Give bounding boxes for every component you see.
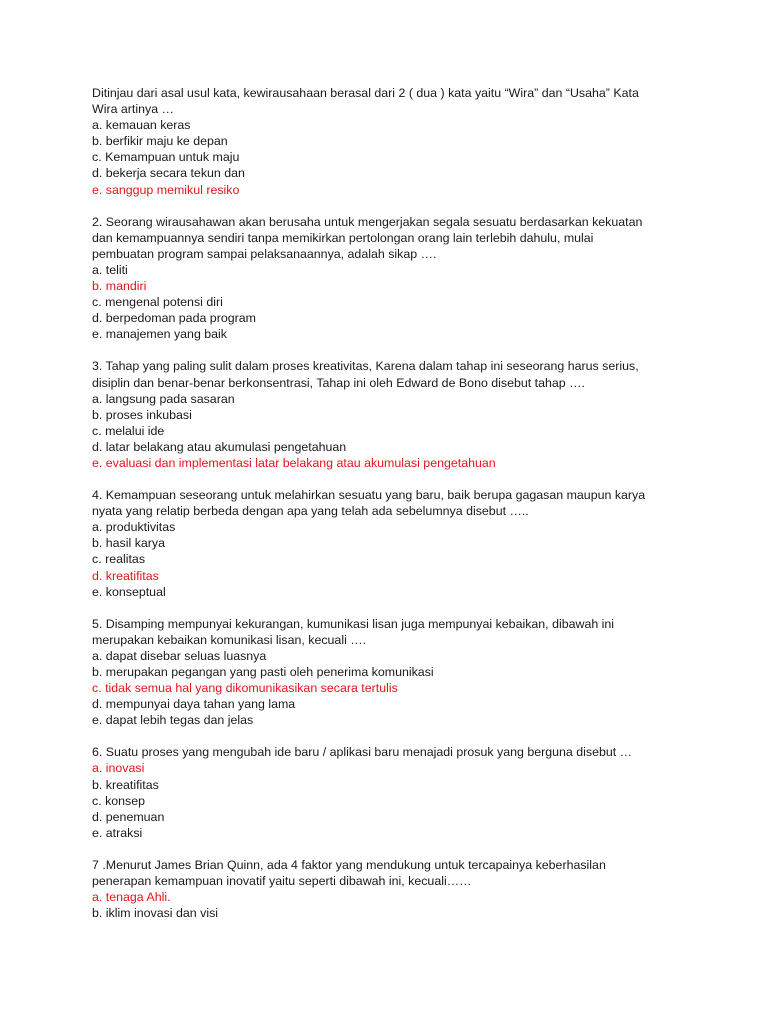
answer-option: a. produktivitas [92,520,176,535]
question-text-line: nyata yang relatip berbeda dengan apa yang telah ada sebelumnya disebut ….. [92,504,529,519]
answer-option: e. manajemen yang baik [92,327,228,342]
question-text-line: 7 .Menurut James Brian Quinn, ada 4 faktor yang mendukung untuk tercapainya keberhasilan [92,857,606,872]
answer-option: b. proses inkubasi [92,407,192,422]
question-block [92,487,692,600]
question-text-line: 2. Seorang wirausahawan akan berusaha untuk mengerjakan segala sesuatu berdasarkan kekuatan [92,214,643,229]
answer-option: b. iklim inovasi dan visi [92,906,219,921]
question-text-line: 4. Kemampuan seseorang untuk melahirkan sesuatu yang baru, baik berupa gagasan maupun karya [92,488,646,503]
question-text-line: 5. Disamping mempunyai kekurangan, kumunikasi lisan juga mempunyai kebaikan, dibawah ini [92,616,615,631]
question-text-line: penerapan kemampuan inovatif yaitu seperti dibawah ini, kecuali…… [92,874,472,889]
answer-option: a. teliti [92,262,128,277]
question-block [92,857,692,921]
answer-option: e. dapat lebih tegas dan jelas [92,713,254,728]
question-block [92,744,692,841]
answer-option: a. dapat disebar seluas luasnya [92,648,267,663]
answer-option-correct: a. inovasi [92,761,145,776]
answer-option-correct: b. mandiri [92,279,147,294]
answer-option: b. hasil karya [92,536,166,551]
question-text-line: dan kemampuannya sendiri tanpa memikirkan pertolongan orang lain terlebih dahulu, mulai [92,230,594,245]
question-text-line: 3. Tahap yang paling sulit dalam proses kreativitas, Karena dalam tahap ini seseorang harus serius, [92,359,639,374]
answer-option: e. konseptual [92,584,166,599]
answer-option: e. atraksi [92,825,143,840]
question-text-line: disiplin dan benar-benar berkonsentrasi, Tahap ini oleh Edward de Bono disebut tahap …. [92,375,585,390]
answer-option-correct: c. tidak semua hal yang dikomunikasikan secara tertulis [92,681,398,696]
answer-option: b. berfikir maju ke depan [92,134,228,149]
answer-option: d. bekerja secara tekun dan [92,166,245,181]
question-block [92,358,692,471]
answer-option-correct: e. evaluasi dan implementasi latar belakang atau akumulasi pengetahuan [92,455,496,470]
answer-option: b. merupakan pegangan yang pasti oleh penerima komunikasi [92,665,434,679]
answer-option-correct: d. kreatifitas [92,568,159,583]
answer-option-correct: a. tenaga Ahli. [92,890,171,905]
answer-option: d. mempunyai daya tahan yang lama [92,697,296,712]
answer-option: b. kreatifitas [92,777,159,792]
question-block [92,616,692,729]
answer-option: a. kemauan keras [92,118,191,133]
answer-option: c. realitas [92,552,146,567]
answer-option: c. melalui ide [92,423,165,438]
question-text-line: pembuatan program sampai pelaksanaannya, adalah sikap …. [92,246,437,261]
question-text-line: Wira artinya … [92,102,174,117]
question-text-line: 6. Suatu proses yang mengubah ide baru / aplikasi baru menajadi prosuk yang berguna disebut … [92,745,633,760]
answer-option: d. penemuan [92,809,165,824]
question-block [92,214,692,343]
answer-option: d. latar belakang atau akumulasi pengetahuan [92,439,347,454]
answer-option: c. Kemampuan untuk maju [92,150,240,165]
document-page [92,85,692,937]
question-text-line: merupakan kebaikan komunikasi lisan, kecuali …. [92,632,367,647]
answer-option: c. mengenal potensi diri [92,295,223,310]
answer-option: a. langsung pada sasaran [92,391,235,406]
answer-option: c. konsep [92,793,146,808]
question-block [92,85,692,198]
question-text-line: Ditinjau dari asal usul kata, kewirausahaan berasal dari 2 ( dua ) kata yaitu “Wira” dan “Usaha” Kata [92,86,639,100]
answer-option: d. berpedoman pada program [92,311,256,326]
answer-option-correct: e. sanggup memikul resiko [92,182,240,197]
